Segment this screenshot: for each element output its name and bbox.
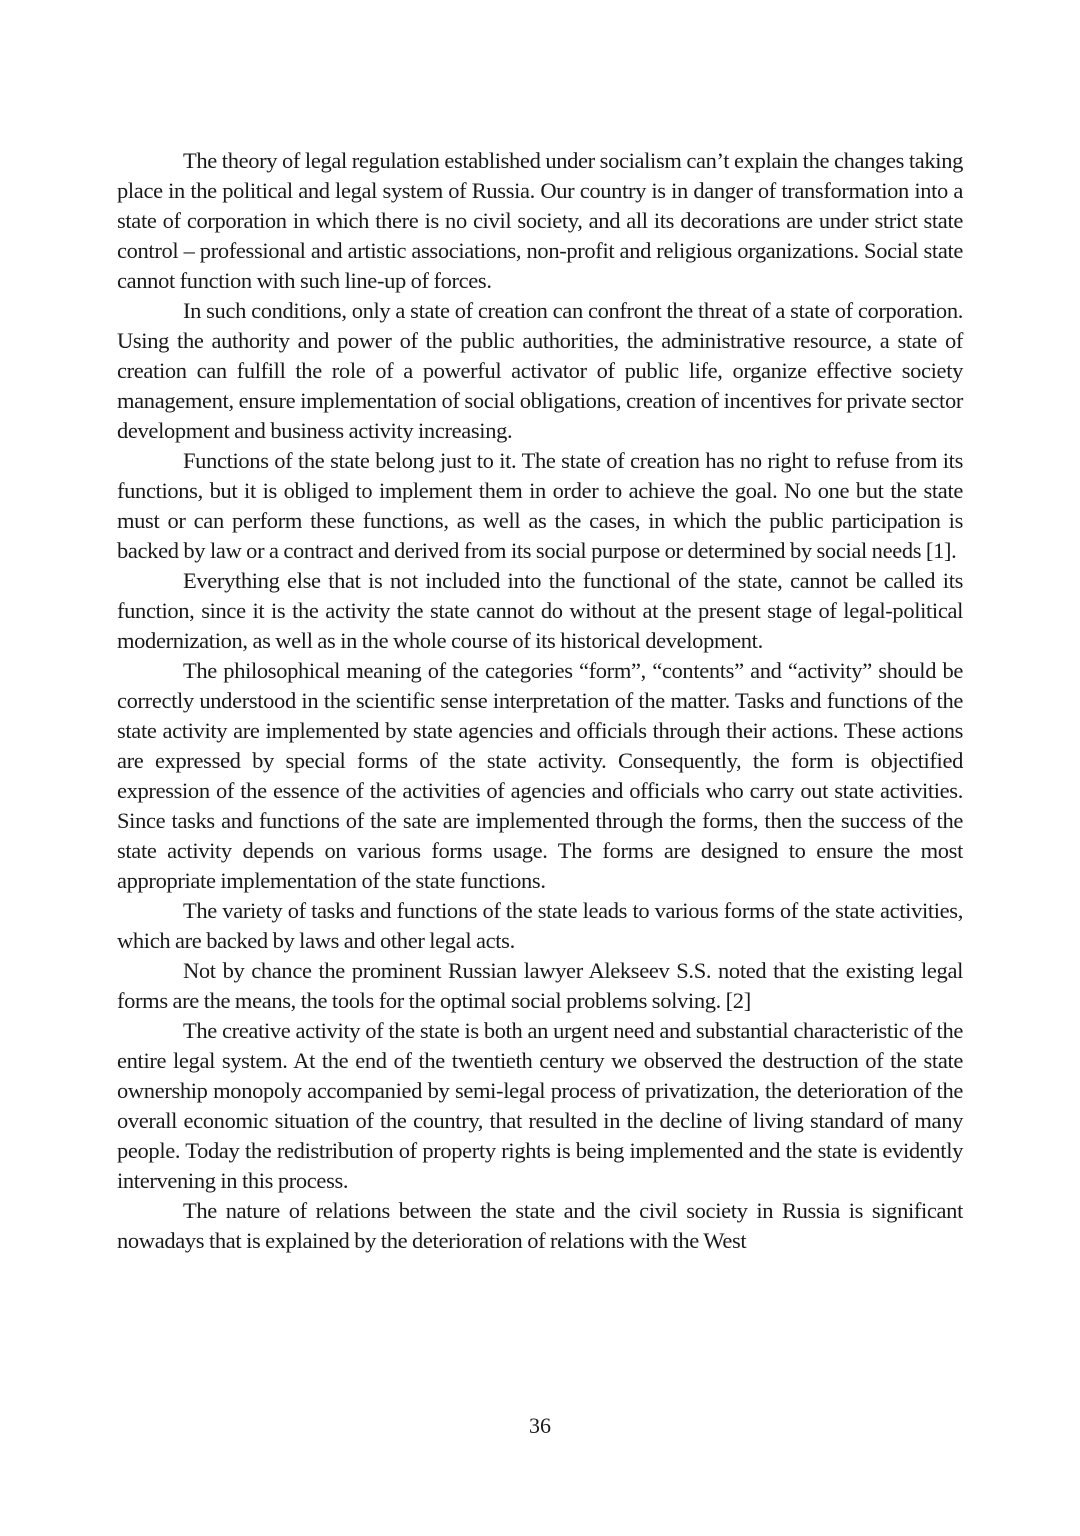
paragraph-form-contents-activity: The philosophical meaning of the categories “form”, “contents” and “activity” should be correctly understood in the scientific sense interpretation of the matter. Tasks and functions of the state activity are implemented by state agencies and officials through their actions. These actions are expressed by special forms of the state activity. Consequently, the form is objectified expression of the essence of the activities of agencies and officials who carry out state activities. Since tasks and functions of the sate are implemented through the forms, then the success of the state activity depends on various forms usage. The forms are designed to ensure the most appropriate implementation of the state functions.	[117, 658, 963, 893]
paragraph-state-civil-society: The nature of relations between the state and the civil society in Russia is significant nowadays that is explained by the deterioration of relations with the West	[117, 1198, 963, 1253]
paragraph-state-of-creation: In such conditions, only a state of creation can confront the threat of a state of corporation. Using the authority and power of the public authorities, the administrative resource, a state of creation can fulfill the role of a powerful activator of public life, organize effective society management, ensure implementation of social obligations, creation of incentives for private sector development and business activity increasing.	[117, 298, 963, 443]
paragraph-state-functions: Functions of the state belong just to it. The state of creation has no right to refuse from its functions, but it is obliged to implement them in order to achieve the goal. No one but the state must or can perform these functions, as well as the cases, in which the public participation is backed by law or a contract and derived from its social purpose or determined by social needs [1].	[117, 448, 963, 563]
paragraph-alekseev-quote: Not by chance the prominent Russian lawyer Alekseev S.S. noted that the existing legal forms are the means, the tools for the optimal social problems solving. [2]	[117, 958, 963, 1013]
paragraph-legal-regulation-theory: The theory of legal regulation established under socialism can’t explain the changes taking place in the political and legal system of Russia. Our country is in danger of transformation into a state of corporation in which there is no civil society, and all its decorations are under strict state control – professional and artistic associations, non-profit and religious organizations. Social state cannot function with such line-up of forces.	[117, 148, 963, 293]
document-body	[117, 146, 963, 1256]
page-number: 36	[529, 1413, 551, 1438]
paragraph-functional-of-state: Everything else that is not included into the functional of the state, cannot be called its function, since it is the activity the state cannot do without at the present stage of legal-political modernization, as well as in the whole course of its historical development.	[117, 568, 963, 653]
paragraph-variety-of-tasks: The variety of tasks and functions of the state leads to various forms of the state activities, which are backed by laws and other legal acts.	[117, 898, 963, 953]
paragraph-creative-activity: The creative activity of the state is both an urgent need and substantial characteristic of the entire legal system. At the end of the twentieth century we observed the destruction of the state ownership monopoly accompanied by semi-legal process of privatization, the deterioration of the overall economic situation of the country, that resulted in the decline of living standard of many people. Today the redistribution of property rights is being implemented and the state is evidently intervening in this process.	[117, 1018, 963, 1193]
